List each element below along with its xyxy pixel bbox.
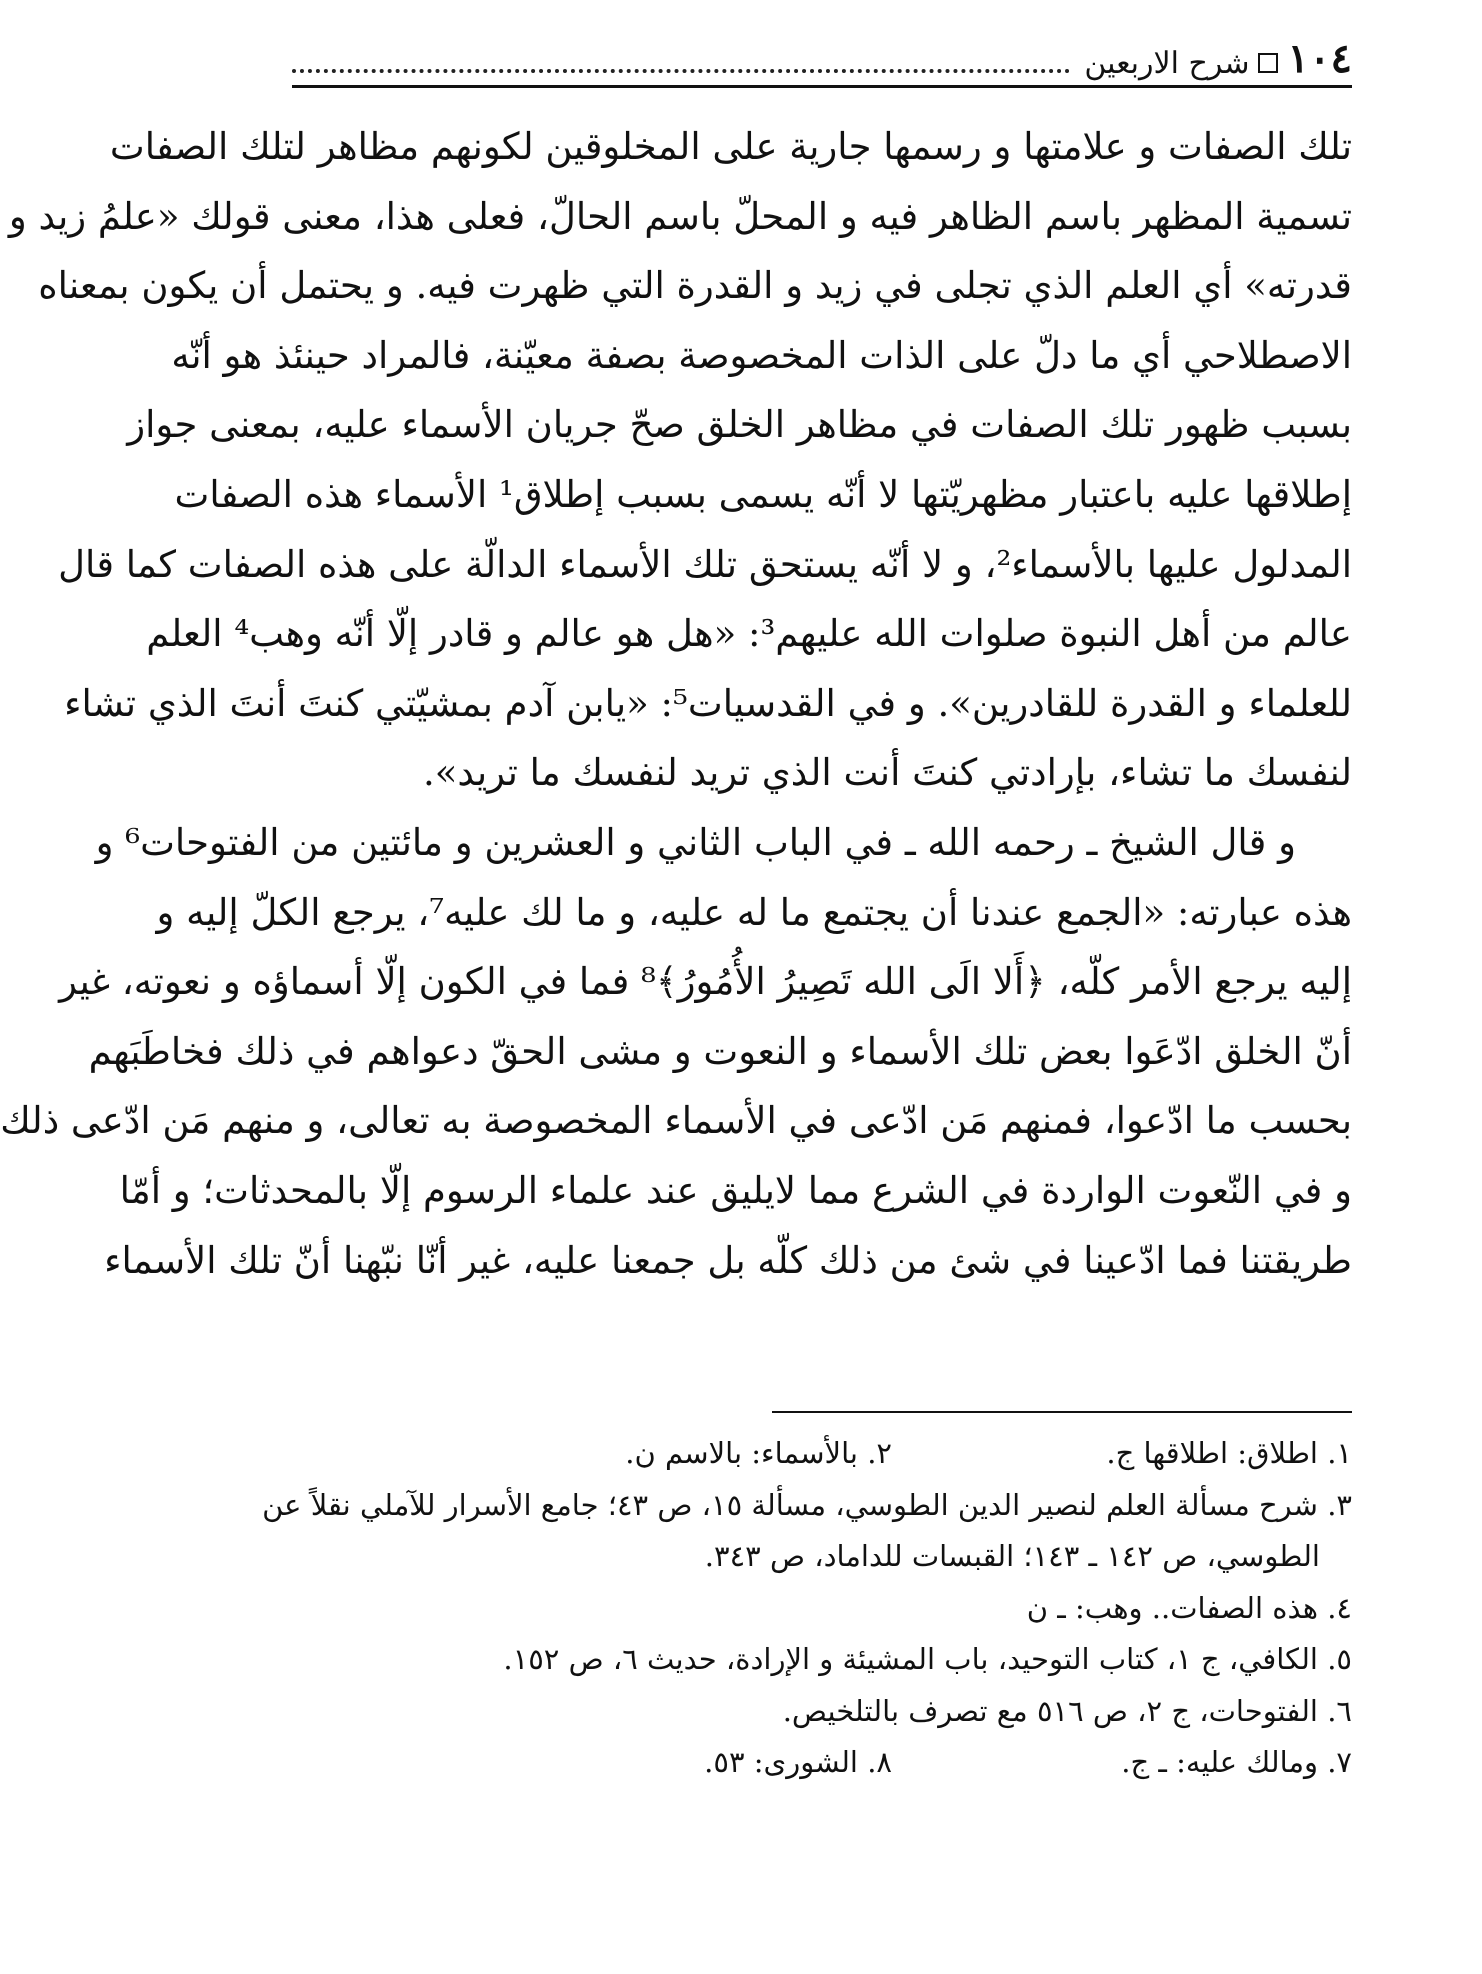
running-title: شرح الاربعين [1084, 46, 1250, 81]
footnote-3-continuation: الطوسي، ص ١٤٢ ـ ١٤٣؛ القبسات للداماد، ص ٣٤٣. [704, 1539, 1320, 1573]
body-line: قدرته» أي العلم الذي تجلى في زيد و القدرة التي ظهرت فيه. و يحتمل أن يكون بمعناه [38, 264, 1352, 308]
footnote-row [292, 1737, 1352, 1789]
footnote-5: ٥. الكافي، ج ١، كتاب التوحيد، باب المشيئة و الإرادة، حديث ٦، ص ١٥٢. [503, 1642, 1352, 1676]
body-line: بسبب ظهور تلك الصفات في مظاهر الخلق صحّ جريان الأسماء عليه، بمعنى جواز [127, 403, 1352, 447]
running-header [292, 32, 1352, 88]
footnote-7: ٧. ومالك عليه: ـ ج. [1121, 1745, 1352, 1779]
footnote-1: ١. اطلاق: اطلاقها ج. [1106, 1436, 1352, 1470]
body-line: تلك الصفات و علامتها و رسمها جارية على المخلوقين لكونهم مظاهر لتلك الصفات [109, 125, 1352, 168]
body-line: هذه عبارته: «الجمع عندنا أن يجتمع ما له عليه، و ما لك عليه⁷، يرجع الكلّ إليه و [156, 890, 1352, 934]
body-line: و في النّعوت الواردة في الشرع مما لايليق عند علماء الرسوم إلّا بالمحدثات؛ و أمّا [119, 1168, 1352, 1212]
body-line: تسمية المظهر باسم الظاهر فيه و المحلّ باسم الحالّ، فعلى هذا، معنى قولك «علمُ زيد و [8, 194, 1352, 238]
body-line: المدلول عليها بالأسماء²، و لا أنّه يستحق تلك الأسماء الدالّة على هذه الصفات كما قال [58, 542, 1352, 586]
body-line: الاصطلاحي أي ما دلّ على الذات المخصوصة بصفة معيّنة، فالمراد حينئذ هو أنّه [171, 333, 1352, 377]
square-ornament-icon [1258, 53, 1278, 73]
footnote-4: ٤. هذه الصفات.. وهب: ـ ن [1026, 1590, 1352, 1625]
footnote-6: ٦. الفتوحات، ج ٢، ص ٥١٦ مع تصرف بالتلخيص. [782, 1693, 1352, 1728]
page-number: ١٠٤ [1287, 35, 1352, 82]
footnote-2: ٢. بالأسماء: بالاسم ن. [625, 1436, 892, 1470]
footnotes [262, 1428, 1352, 1789]
body-line: عالم من أهل النبوة صلوات الله عليهم³: «هل هو عالم و قادر إلّا أنّه وهب⁴ العلم [146, 612, 1352, 656]
body-text [0, 112, 1352, 1295]
body-line: إطلاقها عليه باعتبار مظهريّتها لا أنّه يسمى بسبب إطلاق¹ الأسماء هذه الصفات [174, 472, 1352, 516]
body-line: للعلماء و القدرة للقادرين». و في القدسيات⁵: «يابن آدم بمشيّتي كنتَ أنتَ الذي تشاء [64, 681, 1352, 725]
dotted-leader [292, 69, 1070, 73]
footnote-divider [772, 1411, 1352, 1413]
body-line: و قال الشيخ ـ رحمه الله ـ في الباب الثاني و العشرين و مائتين من الفتوحات⁶ و [95, 820, 1296, 864]
body-line: طريقتنا فما ادّعينا في شئ من ذلك كلّه بل جمعنا عليه، غير أنّا نبّهنا أنّ تلك الأسماء [104, 1238, 1352, 1282]
body-line: بحسب ما ادّعوا، فمنهم مَن ادّعى في الأسماء المخصوصة به تعالى، و منهم مَن ادّعى ذلك [0, 1099, 1352, 1143]
footnote-3: ٣. شرح مسألة العلم لنصير الدين الطوسي، مسألة ١٥، ص ٤٣؛ جامع الأسرار للآملي نقلاً عن [262, 1487, 1352, 1522]
footnote-row [292, 1428, 1352, 1480]
footnote-8: ٨. الشورى: ٥٣. [704, 1745, 892, 1779]
body-line: إليه يرجع الأمر كلّه، ﴿أَلا الَى الله تَصِيرُ الأُمُورُ﴾⁸ فما في الكون إلّا أسماؤه و نعوته، غير [59, 960, 1352, 1004]
body-line: لنفسك ما تشاء، بإرادتي كنتَ أنت الذي تريد لنفسك ما تريد». [423, 751, 1352, 795]
body-line: أنّ الخلق ادّعَوا بعض تلك الأسماء و النعوت و مشى الحقّ دعواهم في ذلك فخاطَبَهم [88, 1029, 1352, 1073]
